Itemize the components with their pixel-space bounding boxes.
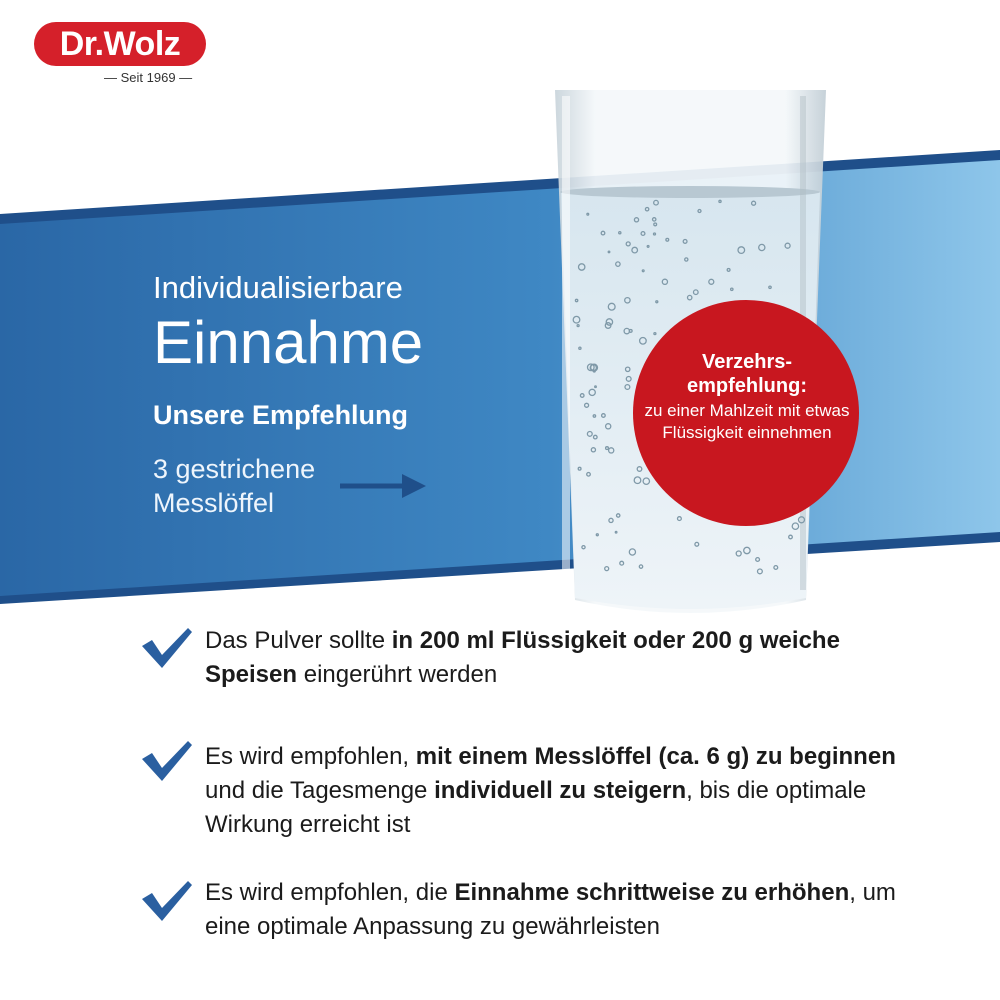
bullet-text-run: mit einem Messlöffel (ca. 6 g) zu beginnen (415, 743, 896, 770)
bullet-text (205, 624, 900, 692)
bullet-text-run: Es wird empfohlen, (205, 743, 416, 770)
bullet-text-run: Das Pulver sollte (205, 627, 392, 654)
hero-subtitle: Individualisierbare (153, 270, 403, 305)
dose-text: 3 gestrichene Messlöffel (153, 454, 316, 518)
bullet-text-run: , um eine optimale Anpassung zu gewährleisten (205, 879, 896, 940)
bullet-text-run: in 200 ml Flüssigkeit oder 200 g weiche Speisen (205, 627, 840, 688)
badge-heading: Verzehrs- empfehlung: (687, 351, 807, 397)
hero-title: Einnahme (153, 309, 424, 376)
logo-since: — Seit 1969 — (104, 70, 193, 85)
badge-body: zu einer Mahlzeit mit etwas Flüssigkeit einnehmen (644, 401, 850, 442)
list-item (140, 624, 900, 692)
bullet-text-run: Einnahme schrittweise zu erhöhen (454, 879, 850, 906)
bullet-text-run: Es wird empfohlen, die (205, 879, 455, 906)
bullet-text-run: eingerührt werden (297, 661, 498, 688)
brand-logo (34, 22, 234, 92)
bullet-text (205, 740, 900, 842)
bullet-text-run: und die Tagesmenge (205, 777, 435, 804)
list-item (140, 740, 900, 842)
bullet-text (205, 876, 900, 944)
bullet-list (140, 624, 900, 978)
bullet-text-run: , bis die optimale Wirkung erreicht ist (205, 777, 867, 838)
logo-wordmark: Dr.Wolz (34, 22, 206, 66)
bullet-text-run: individuell zu steigern (434, 777, 687, 804)
list-item (140, 876, 900, 944)
recommendation-label: Unsere Empfehlung (153, 400, 409, 430)
badge-text (640, 350, 854, 444)
